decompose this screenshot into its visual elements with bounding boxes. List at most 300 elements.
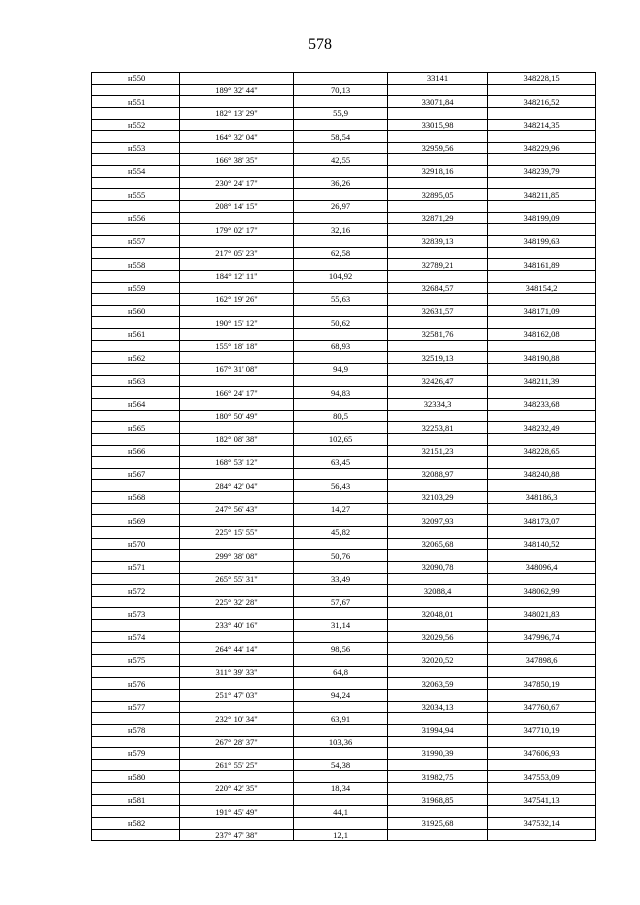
coord-y-cell: 348162,08 [488,329,596,341]
coord-x-cell: 32029,56 [388,631,488,643]
point-name-cell: н565 [92,422,180,434]
point-name-cell: н577 [92,701,180,713]
point-name-cell [92,84,180,96]
point-row [92,375,596,387]
point-row [92,468,596,480]
distance-cell: 94,9 [294,364,388,376]
point-name-cell [92,550,180,562]
point-name-cell: н569 [92,515,180,527]
distance-cell: 50,62 [294,317,388,329]
coord-x-cell: 32519,13 [388,352,488,364]
distance-cell: 44,1 [294,806,388,818]
point-row [92,329,596,341]
point-name-cell [92,643,180,655]
direction-angle-cell: 166° 24' 17" [180,387,294,399]
coord-y-cell: 348233,68 [488,398,596,410]
distance-cell: 32,16 [294,224,388,236]
point-name-cell: н560 [92,305,180,317]
coord-x-cell [388,410,488,422]
coord-y-cell: 348216,52 [488,96,596,108]
point-name-cell: н571 [92,561,180,573]
coord-x-cell: 31990,39 [388,748,488,760]
point-name-cell [92,410,180,422]
point-name-cell: н581 [92,794,180,806]
coord-y-cell [488,666,596,678]
point-name-cell [92,783,180,795]
coord-y-cell [488,433,596,445]
direction-angle-cell: 190° 15' 12" [180,317,294,329]
distance-cell: 63,91 [294,713,388,725]
coord-y-cell: 348211,39 [488,375,596,387]
coord-x-cell: 32151,23 [388,445,488,457]
coord-x-cell [388,224,488,236]
direction-angle-cell [180,631,294,643]
segment-row [92,643,596,655]
segment-row [92,457,596,469]
point-row [92,142,596,154]
distance-cell: 63,45 [294,457,388,469]
coord-y-cell: 348199,63 [488,235,596,247]
point-row [92,701,596,713]
distance-cell [294,282,388,294]
direction-angle-cell: 208° 14' 15" [180,201,294,213]
coord-y-cell: 347553,09 [488,771,596,783]
coord-x-cell [388,550,488,562]
direction-angle-cell [180,655,294,667]
coord-y-cell [488,620,596,632]
segment-row [92,759,596,771]
distance-cell [294,352,388,364]
point-name-cell: н559 [92,282,180,294]
coord-x-cell: 32684,57 [388,282,488,294]
direction-angle-cell [180,701,294,713]
coord-x-cell [388,107,488,119]
distance-cell: 33,49 [294,573,388,585]
coord-x-cell [388,154,488,166]
distance-cell [294,96,388,108]
coord-x-cell [388,340,488,352]
point-name-cell: н563 [92,375,180,387]
coord-y-cell: 348154,2 [488,282,596,294]
distance-cell [294,701,388,713]
point-name-cell [92,759,180,771]
segment-row [92,829,596,841]
coord-y-cell [488,550,596,562]
coord-x-cell: 33071,84 [388,96,488,108]
direction-angle-cell [180,259,294,271]
coord-x-cell [388,526,488,538]
coord-y-cell [488,340,596,352]
direction-angle-cell [180,375,294,387]
coord-y-cell: 348062,99 [488,585,596,597]
point-name-cell: н573 [92,608,180,620]
coord-x-cell [388,689,488,701]
coord-x-cell: 32048,01 [388,608,488,620]
coord-x-cell: 32090,78 [388,561,488,573]
distance-cell [294,748,388,760]
coord-x-cell [388,596,488,608]
direction-angle-cell [180,142,294,154]
point-name-cell: н578 [92,724,180,736]
point-name-cell [92,177,180,189]
direction-angle-cell: 167° 31' 08" [180,364,294,376]
direction-angle-cell: 179° 02' 17" [180,224,294,236]
point-name-cell [92,620,180,632]
point-row [92,189,596,201]
direction-angle-cell: 265° 55' 31" [180,573,294,585]
segment-row [92,154,596,166]
coord-x-cell: 32063,59 [388,678,488,690]
distance-cell: 104,92 [294,270,388,282]
segment-row [92,526,596,538]
point-name-cell: н552 [92,119,180,131]
direction-angle-cell [180,561,294,573]
coord-x-cell [388,84,488,96]
coord-y-cell [488,526,596,538]
coord-x-cell [388,364,488,376]
point-name-cell: н574 [92,631,180,643]
coord-y-cell [488,224,596,236]
coord-y-cell: 348199,09 [488,212,596,224]
coord-y-cell [488,689,596,701]
table-body [92,73,596,841]
distance-cell: 31,14 [294,620,388,632]
coord-x-cell: 32895,05 [388,189,488,201]
direction-angle-cell [180,818,294,830]
distance-cell [294,329,388,341]
point-name-cell [92,457,180,469]
coord-y-cell: 347760,67 [488,701,596,713]
point-row [92,235,596,247]
distance-cell: 55,9 [294,107,388,119]
point-name-cell: н556 [92,212,180,224]
point-name-cell: н555 [92,189,180,201]
distance-cell: 94,83 [294,387,388,399]
direction-angle-cell [180,73,294,85]
point-name-cell: н566 [92,445,180,457]
distance-cell: 64,8 [294,666,388,678]
direction-angle-cell: 251° 47' 03" [180,689,294,701]
direction-angle-cell: 166° 38' 35" [180,154,294,166]
segment-row [92,596,596,608]
coord-y-cell [488,736,596,748]
distance-cell [294,375,388,387]
coord-y-cell: 348190,88 [488,352,596,364]
coord-y-cell [488,131,596,143]
point-row [92,771,596,783]
distance-cell: 94,24 [294,689,388,701]
coord-x-cell: 32918,16 [388,166,488,178]
direction-angle-cell: 162° 19' 26" [180,294,294,306]
coord-y-cell: 348171,09 [488,305,596,317]
direction-angle-cell: 225° 15' 55" [180,526,294,538]
point-name-cell: н570 [92,538,180,550]
direction-angle-cell: 155° 18' 18" [180,340,294,352]
coord-y-cell: 348161,89 [488,259,596,271]
distance-cell: 58,54 [294,131,388,143]
direction-angle-cell: 232° 10' 34" [180,713,294,725]
point-row [92,352,596,364]
point-name-cell: н551 [92,96,180,108]
point-name-cell: н554 [92,166,180,178]
segment-row [92,480,596,492]
distance-cell: 26,97 [294,201,388,213]
point-name-cell: н561 [92,329,180,341]
direction-angle-cell [180,305,294,317]
distance-cell [294,468,388,480]
coord-y-cell [488,107,596,119]
direction-angle-cell [180,445,294,457]
distance-cell: 54,38 [294,759,388,771]
distance-cell [294,212,388,224]
segment-row [92,247,596,259]
segment-row [92,387,596,399]
direction-angle-cell: 261° 55' 25" [180,759,294,771]
distance-cell [294,142,388,154]
point-name-cell [92,573,180,585]
coord-x-cell: 32871,29 [388,212,488,224]
point-name-cell [92,201,180,213]
point-name-cell: н579 [92,748,180,760]
coord-y-cell [488,410,596,422]
coord-y-cell [488,201,596,213]
coord-x-cell [388,643,488,655]
coord-x-cell: 31968,85 [388,794,488,806]
direction-angle-cell [180,468,294,480]
point-name-cell: н567 [92,468,180,480]
coordinates-table [91,72,596,841]
distance-cell [294,259,388,271]
coord-y-cell: 348232,49 [488,422,596,434]
distance-cell: 14,27 [294,503,388,515]
distance-cell [294,794,388,806]
segment-row [92,806,596,818]
direction-angle-cell [180,771,294,783]
coord-x-cell: 32959,56 [388,142,488,154]
direction-angle-cell: 164° 32' 04" [180,131,294,143]
point-row [92,655,596,667]
distance-cell [294,608,388,620]
coord-y-cell [488,503,596,515]
coord-x-cell [388,759,488,771]
point-row [92,608,596,620]
coord-y-cell: 348186,3 [488,492,596,504]
direction-angle-cell: 233° 40' 16" [180,620,294,632]
distance-cell [294,515,388,527]
segment-row [92,131,596,143]
coord-y-cell [488,154,596,166]
point-name-cell [92,247,180,259]
coord-x-cell: 31982,75 [388,771,488,783]
segment-row [92,503,596,515]
coord-x-cell: 32097,93 [388,515,488,527]
point-row [92,561,596,573]
distance-cell [294,119,388,131]
coord-x-cell: 32103,29 [388,492,488,504]
point-name-cell [92,596,180,608]
coord-y-cell [488,643,596,655]
distance-cell [294,398,388,410]
coord-y-cell [488,573,596,585]
coord-x-cell [388,503,488,515]
coord-y-cell: 348211,85 [488,189,596,201]
coord-y-cell: 348173,07 [488,515,596,527]
point-name-cell [92,713,180,725]
point-row [92,724,596,736]
distance-cell: 62,58 [294,247,388,259]
point-name-cell: н568 [92,492,180,504]
point-name-cell: н557 [92,235,180,247]
segment-row [92,107,596,119]
point-name-cell [92,387,180,399]
coord-x-cell: 32088,4 [388,585,488,597]
coord-x-cell: 32065,68 [388,538,488,550]
segment-row [92,201,596,213]
direction-angle-cell [180,166,294,178]
direction-angle-cell: 284° 42' 04" [180,480,294,492]
segment-row [92,783,596,795]
direction-angle-cell: 311° 39' 33" [180,666,294,678]
distance-cell [294,189,388,201]
coord-y-cell [488,84,596,96]
segment-row [92,340,596,352]
point-name-cell: н553 [92,142,180,154]
direction-angle-cell [180,492,294,504]
coord-x-cell [388,806,488,818]
coord-y-cell: 348240,88 [488,468,596,480]
coord-x-cell [388,620,488,632]
distance-cell: 42,55 [294,154,388,166]
direction-angle-cell: 299° 38' 08" [180,550,294,562]
coord-x-cell: 32253,81 [388,422,488,434]
distance-cell [294,422,388,434]
direction-angle-cell [180,538,294,550]
coord-x-cell [388,573,488,585]
distance-cell: 70,13 [294,84,388,96]
point-name-cell [92,270,180,282]
coord-x-cell: 31994,94 [388,724,488,736]
coord-x-cell [388,317,488,329]
distance-cell: 50,76 [294,550,388,562]
coord-x-cell [388,131,488,143]
coord-x-cell [388,201,488,213]
coord-y-cell: 347898,6 [488,655,596,667]
distance-cell [294,73,388,85]
point-name-cell [92,526,180,538]
coord-y-cell [488,247,596,259]
direction-angle-cell [180,678,294,690]
coord-y-cell: 348229,96 [488,142,596,154]
coord-y-cell: 348228,65 [488,445,596,457]
point-row [92,538,596,550]
distance-cell [294,166,388,178]
distance-cell [294,724,388,736]
point-name-cell: н575 [92,655,180,667]
distance-cell [294,492,388,504]
segment-row [92,573,596,585]
coord-y-cell [488,457,596,469]
coord-y-cell: 348239,79 [488,166,596,178]
coord-x-cell [388,457,488,469]
direction-angle-cell: 191° 45' 49" [180,806,294,818]
point-row [92,818,596,830]
point-name-cell [92,480,180,492]
distance-cell: 12,1 [294,829,388,841]
coord-y-cell [488,317,596,329]
coord-y-cell [488,364,596,376]
distance-cell [294,561,388,573]
point-name-cell [92,154,180,166]
segment-row [92,84,596,96]
direction-angle-cell [180,794,294,806]
distance-cell: 80,5 [294,410,388,422]
distance-cell [294,818,388,830]
distance-cell [294,631,388,643]
segment-row [92,666,596,678]
coord-y-cell [488,596,596,608]
distance-cell: 36,26 [294,177,388,189]
point-name-cell [92,131,180,143]
segment-row [92,689,596,701]
point-name-cell: н558 [92,259,180,271]
direction-angle-cell: 184° 12' 11" [180,270,294,282]
coord-x-cell: 32426,47 [388,375,488,387]
direction-angle-cell [180,515,294,527]
coord-x-cell [388,713,488,725]
coord-y-cell [488,294,596,306]
direction-angle-cell [180,282,294,294]
direction-angle-cell [180,748,294,760]
segment-row [92,294,596,306]
coord-y-cell [488,713,596,725]
direction-angle-cell [180,608,294,620]
coord-x-cell: 32020,52 [388,655,488,667]
coord-x-cell [388,433,488,445]
point-row [92,678,596,690]
distance-cell: 102,65 [294,433,388,445]
point-row [92,259,596,271]
direction-angle-cell [180,352,294,364]
coord-y-cell: 347606,93 [488,748,596,760]
coord-y-cell [488,387,596,399]
direction-angle-cell [180,329,294,341]
distance-cell [294,771,388,783]
point-name-cell: н564 [92,398,180,410]
segment-row [92,713,596,725]
point-name-cell [92,829,180,841]
distance-cell [294,235,388,247]
distance-cell [294,678,388,690]
point-row [92,305,596,317]
direction-angle-cell [180,724,294,736]
direction-angle-cell [180,422,294,434]
distance-cell [294,585,388,597]
coord-y-cell: 348214,35 [488,119,596,131]
point-row [92,73,596,85]
coord-y-cell: 348096,4 [488,561,596,573]
coord-x-cell [388,177,488,189]
direction-angle-cell: 189° 32' 44" [180,84,294,96]
point-name-cell: н550 [92,73,180,85]
distance-cell: 55,63 [294,294,388,306]
coord-x-cell [388,294,488,306]
coord-x-cell: 32789,21 [388,259,488,271]
coord-x-cell: 32631,57 [388,305,488,317]
distance-cell: 57,67 [294,596,388,608]
point-row [92,631,596,643]
direction-angle-cell: 264° 44' 14" [180,643,294,655]
point-row [92,794,596,806]
